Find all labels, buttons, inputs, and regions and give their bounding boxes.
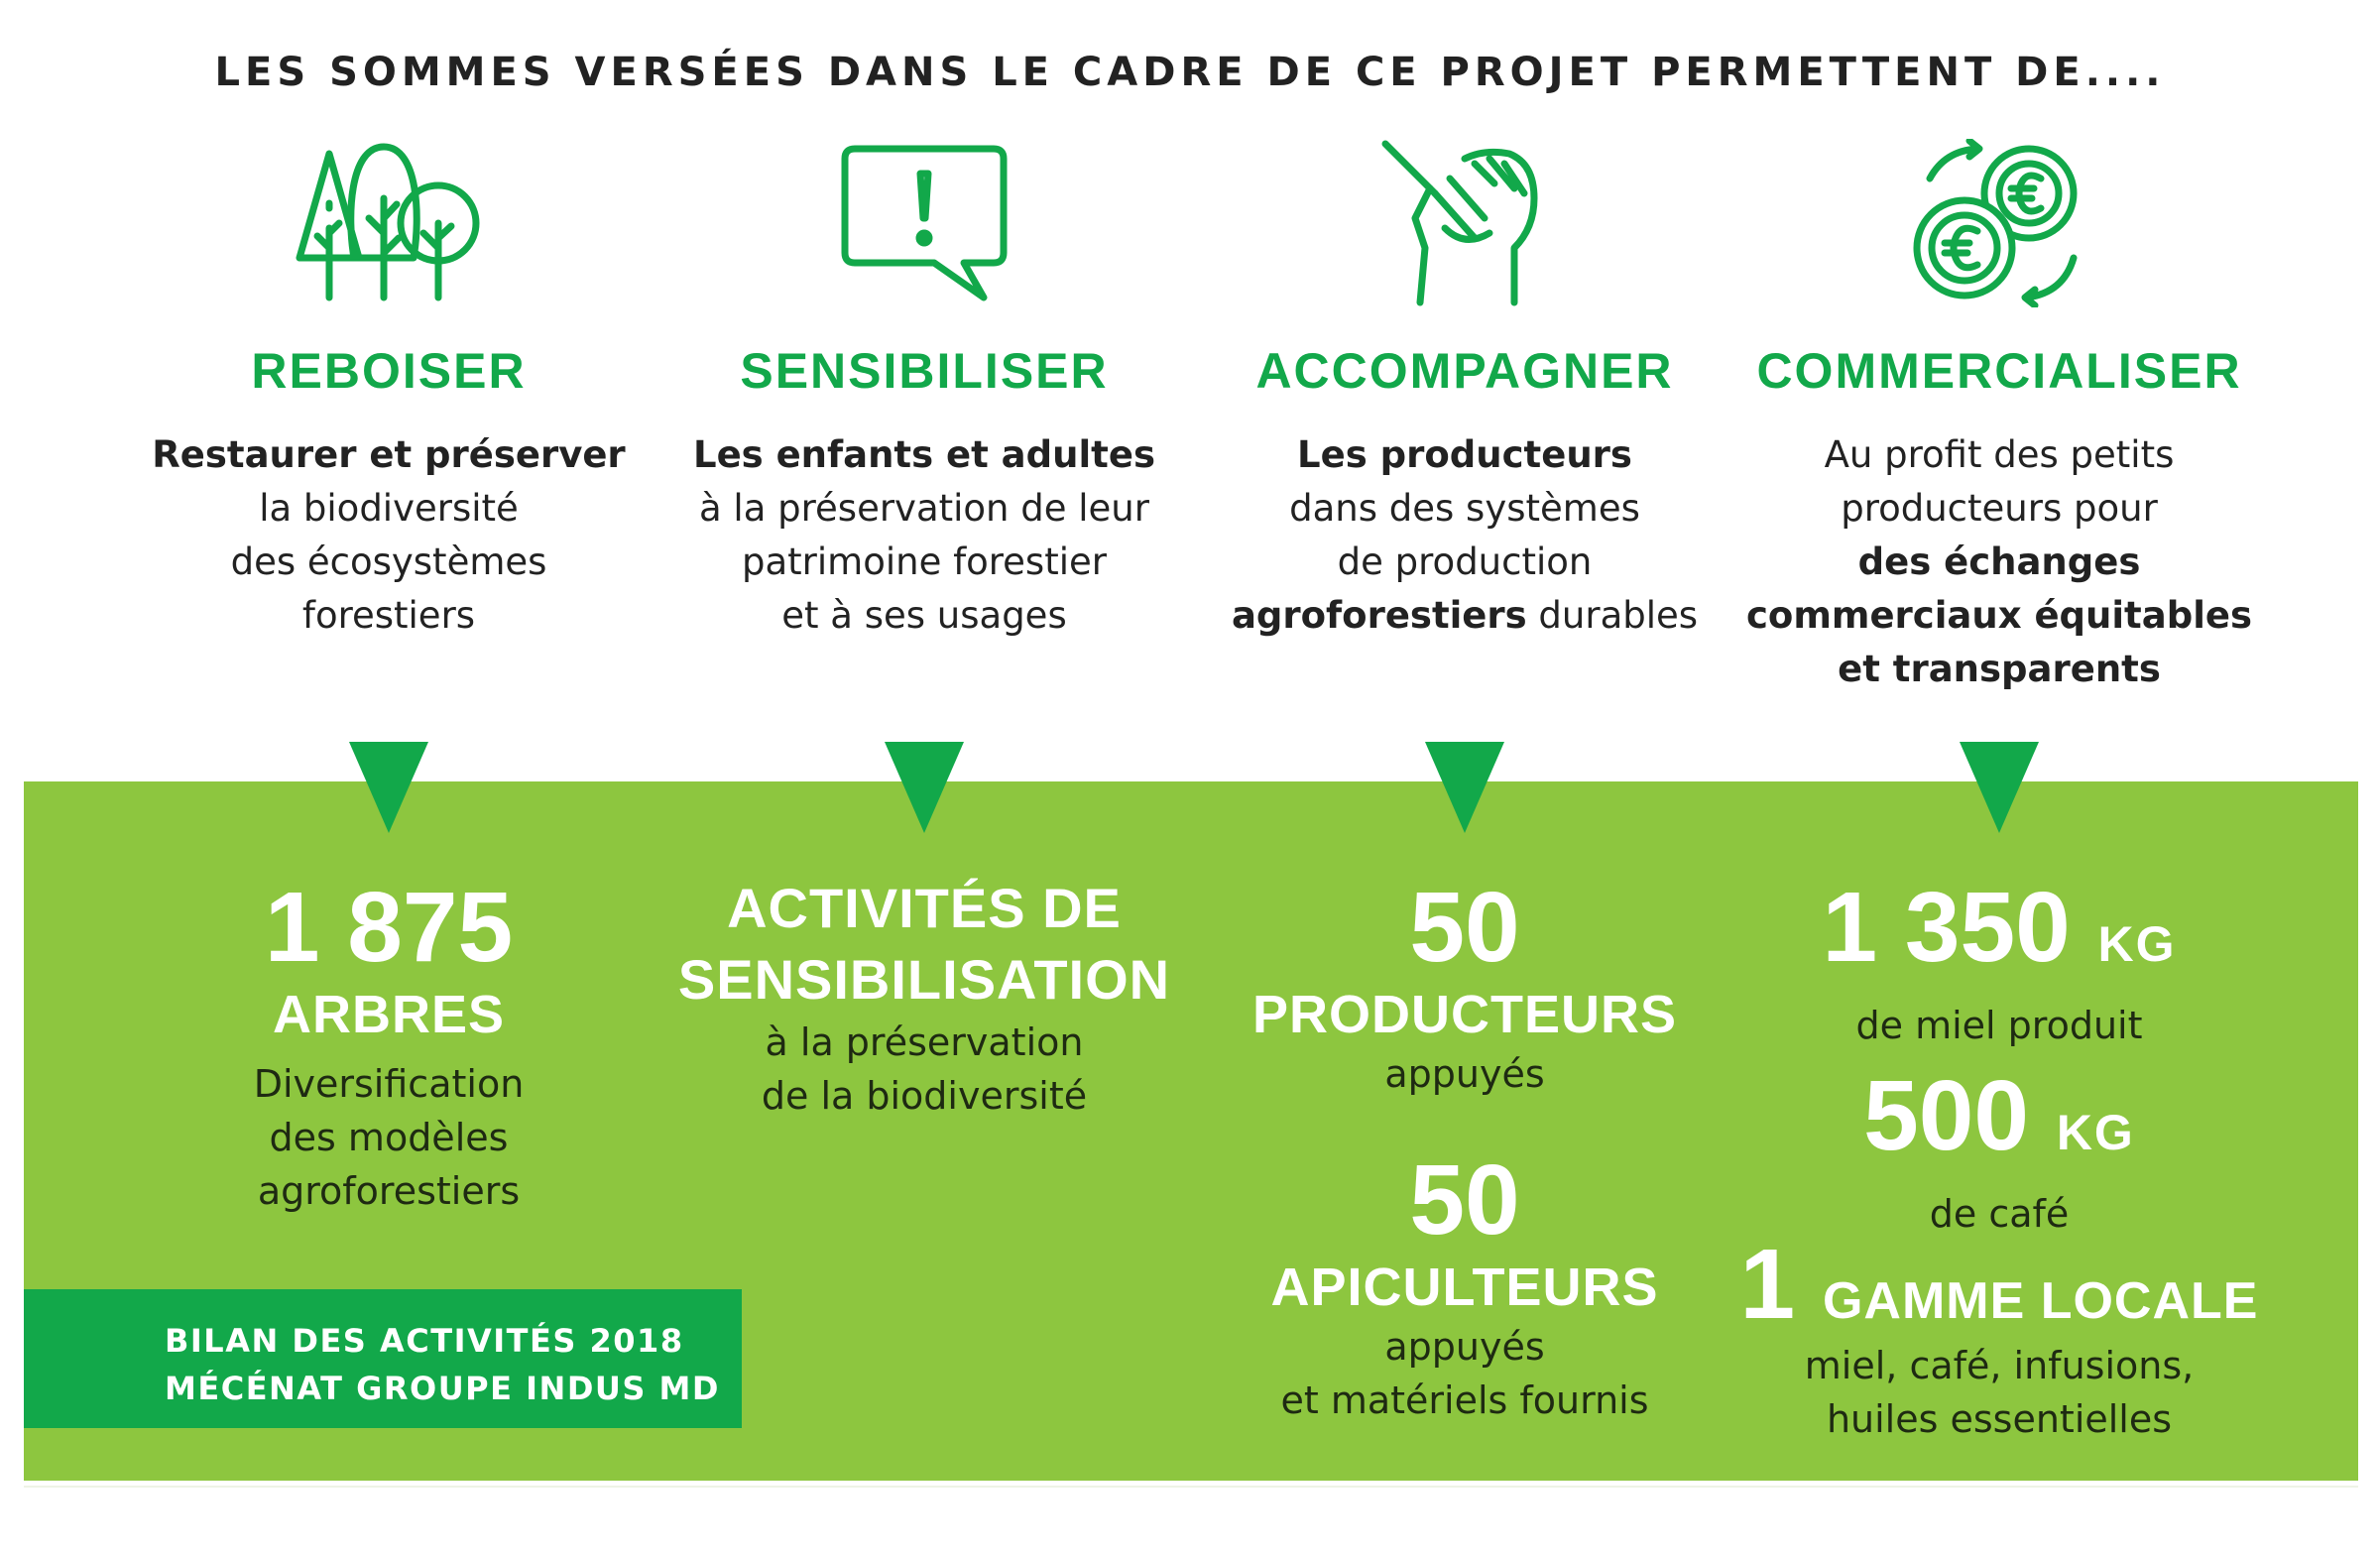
stat-beekeepers (1167, 1145, 1762, 1427)
desc-line: des écosystèmes (230, 540, 547, 583)
stat-text: de café (1929, 1192, 2070, 1236)
stat-caption: ARBRES (272, 985, 506, 1044)
stat-text: à la préservation (765, 1020, 1084, 1064)
stat-coffee (1702, 1061, 2297, 1241)
desc-commercialiser (1702, 428, 2297, 696)
stat-trees (91, 873, 686, 1218)
stat-text: Diversification (253, 1062, 525, 1106)
stat-producers (1167, 873, 1762, 1101)
desc-line: et à ses usages (781, 594, 1067, 637)
desc-bold: Les enfants et adultes (693, 433, 1155, 476)
desc-bold-word: agroforestiers (1231, 594, 1527, 637)
speech-bubble-exclamation-icon (627, 139, 1222, 317)
arrow-down-icon (1960, 742, 2039, 833)
stat-text: agroforestiers (257, 1169, 521, 1213)
desc-bold: Restaurer et préserver (152, 433, 626, 476)
stat-number: 1 (1739, 1229, 1796, 1340)
stat-caption: SENSIBILISATION (677, 948, 1171, 1011)
divider (24, 1486, 2358, 1488)
desc-line: forestiers (301, 594, 476, 637)
stat-unit: KG (2097, 916, 2177, 972)
desc-bold: commerciaux équitables (1745, 594, 2252, 637)
stat-caption: APICULTEURS (1270, 1258, 1659, 1317)
handshake-icon (1167, 139, 1762, 317)
stat-text: et matériels fournis (1280, 1378, 1649, 1422)
euro-coins-exchange-icon (1702, 139, 2297, 317)
stat-text: appuyés (1384, 1325, 1545, 1369)
stat-number: 50 (1409, 872, 1520, 983)
desc-bold: des échanges (1857, 540, 2141, 583)
credit-line: BILAN DES ACTIVITÉS 2018 (165, 1322, 684, 1360)
stat-text: de la biodiversité (761, 1074, 1088, 1118)
stat-text: appuyés (1384, 1052, 1545, 1096)
stat-caption: PRODUCTEURS (1251, 985, 1678, 1044)
heading-accompagner: ACCOMPAGNER (1255, 343, 1674, 399)
stat-range (1702, 1230, 2297, 1446)
stat-honey (1702, 873, 2297, 1052)
stat-number: 1 350 (1822, 872, 2071, 983)
desc-line: dans des systèmes (1289, 487, 1640, 530)
desc-line: Au profit des petits (1824, 433, 2175, 476)
credit-line: MÉCÉNAT GROUPE INDUS MD (165, 1370, 720, 1407)
stat-caption: GAMME LOCALE (1822, 1272, 2259, 1330)
stat-text: de miel produit (1855, 1004, 2143, 1047)
desc-line: patrimoine forestier (742, 540, 1107, 583)
desc-bold: et transparents (1838, 648, 2161, 690)
desc-accompagner (1167, 428, 1762, 643)
desc-bold: Les producteurs (1297, 433, 1632, 476)
page-headline: LES SOMMES VERSÉES DANS LE CADRE DE CE PROJET PERMETTENT DE.... (214, 50, 2166, 95)
desc-reboiser (91, 428, 686, 643)
heading-reboiser: REBOISER (251, 343, 527, 399)
stat-unit: KG (2056, 1105, 2135, 1160)
stat-text: huiles essentielles (1826, 1397, 2173, 1441)
stat-number: 50 (1409, 1144, 1520, 1256)
stat-number: 500 (1863, 1060, 2030, 1171)
desc-line-mixed (1167, 589, 1762, 643)
arrow-down-icon (349, 742, 428, 833)
desc-rest: durables (1526, 594, 1699, 637)
heading-commercialiser: COMMERCIALISER (1756, 343, 2242, 399)
trees-icon (91, 139, 686, 317)
arrow-down-icon (1425, 742, 1504, 833)
credit-box (24, 1289, 742, 1428)
desc-line: à la préservation de leur (699, 487, 1149, 530)
arrow-down-icon (885, 742, 964, 833)
stat-awareness (627, 873, 1222, 1123)
desc-line: producteurs pour (1841, 487, 2158, 530)
heading-sensibiliser: SENSIBILISER (740, 343, 1109, 399)
desc-line: la biodiversité (259, 487, 519, 530)
stat-caption: ACTIVITÉS DE (727, 877, 1122, 939)
desc-line: de production (1337, 540, 1593, 583)
stat-text: des modèles (269, 1116, 509, 1159)
stat-text: miel, café, infusions, (1804, 1344, 2195, 1387)
stat-number: 1 875 (264, 872, 514, 983)
desc-sensibiliser (627, 428, 1222, 643)
